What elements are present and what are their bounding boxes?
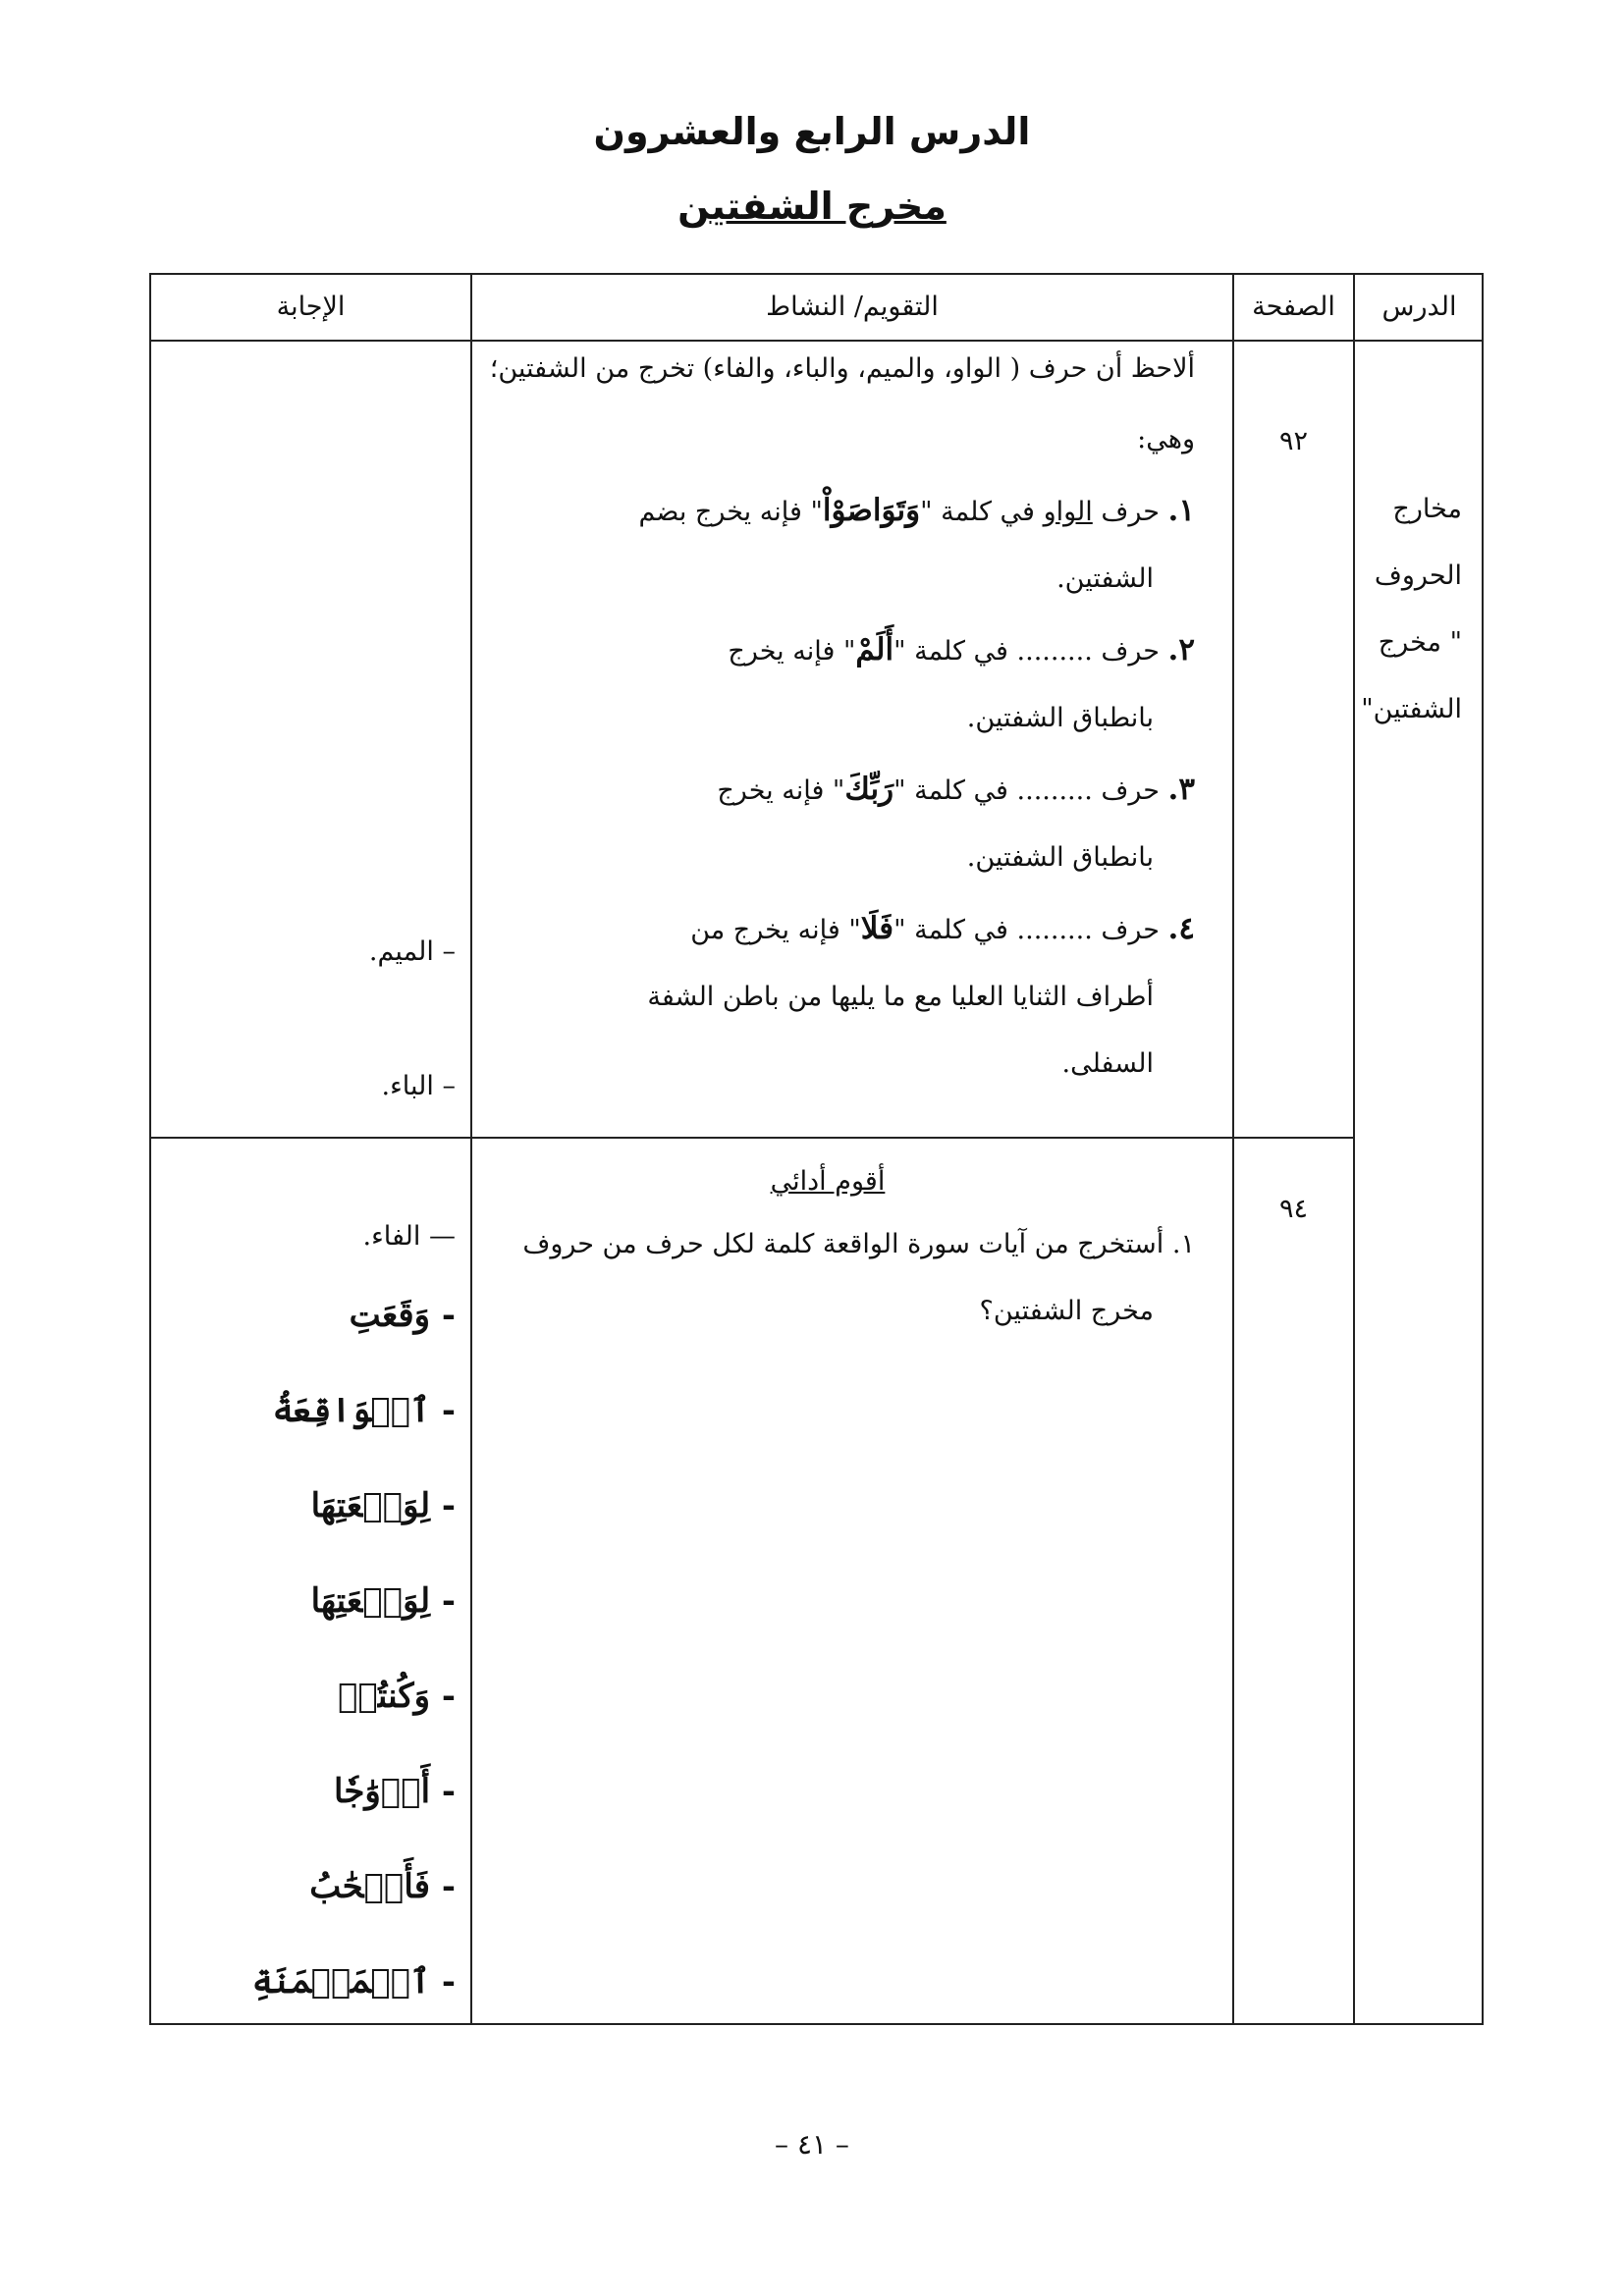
activity-item-3 [460,756,1195,825]
answer-word: - ٱلۡمَيۡمَنَةِ [251,1962,456,2002]
col-divider [1232,275,1234,2025]
activity-intro: ألاحظ أن حرف ( الواو، والميم، والباء، والفاء) تخرج من الشفتين؛ [489,353,1195,384]
lesson-cell-line: " مخرج [1378,627,1462,658]
item-quran-word: فَلَا [860,911,894,946]
lesson-cell-line: الشفتين" [1361,694,1462,724]
answer-word: - لِوَقۡعَتِهَا [310,1581,456,1621]
item-number: ١. [1167,493,1195,528]
item-number: ١. [1171,1229,1195,1259]
answer-row1-1: – الميم. [368,936,456,967]
activity-item-4 [460,895,1195,964]
answer-word: - أَزۡوَٰجٗا [334,1772,456,1811]
item-text: " فإنه يخرج من [690,915,861,945]
answer-row1-3: — الفاء. [362,1221,456,1252]
header-page: الصفحة [1252,292,1335,322]
answer-word: - وَقَعَتِ [349,1296,456,1335]
row-divider [151,1137,1353,1139]
lesson-cell [1354,476,1462,743]
item-text: حرف ......... في كلمة " [893,636,1160,667]
lesson-cell-line: مخارج [1392,494,1462,524]
answer-row1-2: – الباء. [381,1071,456,1101]
header-activity: التقويم/ النشاط [766,292,939,322]
answer-word: - لِوَقۡعَتِهَا [310,1486,456,1525]
item-text: حرف ......... في كلمة " [893,915,1160,945]
item-quran-word: وَتَوَاصَوْاْ [822,493,921,528]
item-number: ٢. [1167,632,1195,667]
activity-item-4-cont: أطراف الثنايا العليا مع ما يليها من باطن الشفة [647,982,1154,1012]
item-text: " فإنه يخرج بضم [638,497,823,527]
item-text: حرف [1101,497,1160,527]
item-text: أستخرج من آيات سورة الواقعة كلمة لكل حرف من حروف [522,1229,1164,1259]
answer-word: - ٱلۡوَاقِعَةُ [272,1391,456,1430]
activity-item-1 [460,477,1195,546]
activity-row2-heading: أقوم أدائي [770,1166,886,1197]
activity-item-4-cont2: السفلى. [1061,1048,1154,1079]
answer-word: - وَكُنتُمۡ [338,1677,456,1716]
lesson-title: الدرس الرابع والعشرون [593,110,1031,153]
activity-row2-item-1 [460,1211,1195,1278]
header-lesson: الدرس [1381,292,1457,322]
item-number: ٤. [1167,911,1195,946]
activity-row1 [460,336,1195,1097]
lesson-table [149,273,1484,2025]
item-quran-word: رَبِّكَ [844,772,894,807]
item-text: " فإنه يخرج [728,636,856,667]
item-letter: الواو [1043,497,1093,527]
item-quran-word: أَلَمْ [855,632,894,667]
activity-item-2-cont: بانطباق الشفتين. [966,703,1154,733]
item-text: حرف ......... في كلمة " [893,775,1160,806]
item-text: في كلمة " [920,497,1035,527]
item-text: " فإنه يخرج [717,775,845,806]
answer-word: - فَأَصۡحَٰبُ [309,1867,456,1906]
activity-item-2 [460,616,1195,685]
activity-item-1-cont: الشفتين. [1056,563,1154,594]
topic-title: مخرج الشفتين [677,185,947,228]
item-number: ٣. [1167,772,1195,807]
page-number-row1: ٩٢ [1278,426,1308,456]
activity-item-3-cont: بانطباق الشفتين. [966,842,1154,873]
header-answer: الإجابة [276,292,346,322]
page-number-row2: ٩٤ [1278,1194,1308,1224]
activity-row2-item-1-cont: مخرج الشفتين؟ [979,1296,1154,1326]
lesson-cell-line: الحروف [1374,561,1462,591]
activity-intro-end: وهي: [1137,424,1195,454]
activity-row2 [460,1148,1195,1345]
page-number: – ٤١ – [775,2128,849,2161]
answers-row2 [210,1268,456,2030]
